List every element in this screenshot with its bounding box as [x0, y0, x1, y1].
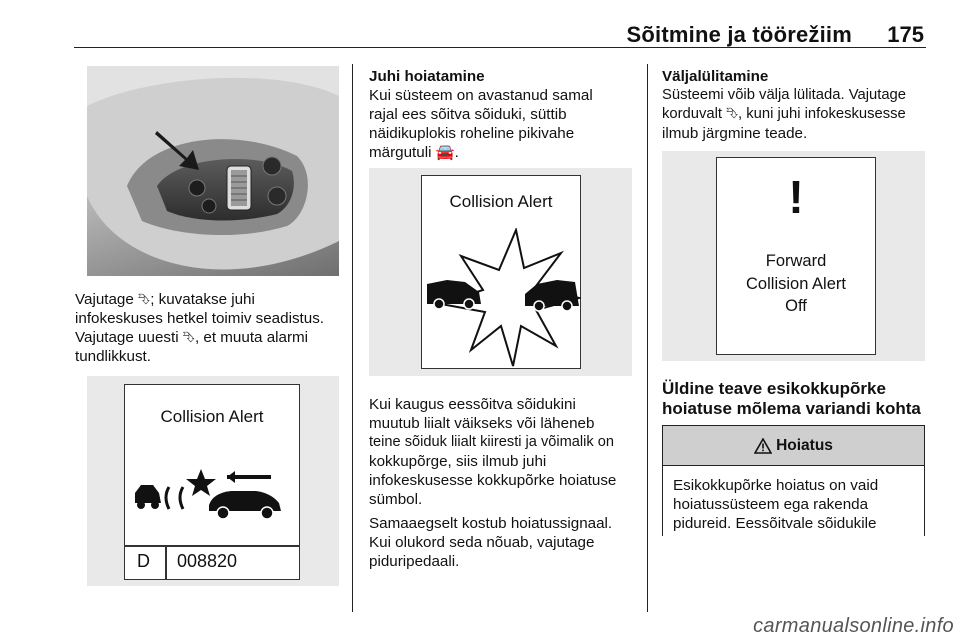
column-divider-1 — [352, 64, 353, 612]
display-line: Forward — [765, 252, 827, 270]
text-line: Kui olukord seda nõuab, vajutage — [369, 534, 595, 551]
text-line: kokkupõrge, siis ilmub juhi — [369, 453, 547, 470]
col2-paragraph-1 — [369, 86, 639, 162]
display-divider-vertical — [165, 545, 167, 579]
text-line: rajal ees sõitva sõiduki, süttib — [369, 106, 567, 123]
text-line: teine sõiduk liialt kiiresti ja võimalik on — [369, 434, 614, 450]
col2-paragraph-3 — [369, 514, 644, 571]
display-line: Collision Alert — [746, 274, 846, 293]
text-line: näidikuplokis roheline pikivahe — [369, 125, 575, 142]
text-line: sümbol. — [369, 491, 423, 508]
text-line: piduripedaali. — [369, 553, 460, 570]
watermark-text: carmanualsonline.info — [753, 615, 954, 637]
col3-paragraph-1 — [662, 86, 932, 143]
text-line: Esikokkupõrke hoiatus on vaid — [673, 477, 879, 494]
display-title: Collision Alert — [160, 407, 264, 426]
display-panel — [716, 157, 876, 355]
text-line: infokeskusesse kokkupõrke hoiatuse — [369, 472, 617, 489]
heading-line: hoiatuse mõlema variandi kohta — [662, 399, 921, 418]
text-line: Kui süsteem on avastanud samal — [369, 87, 593, 104]
warning-body — [663, 466, 924, 533]
page-header-title: Sõitmine ja töörežiim — [626, 22, 852, 47]
warning-triangle-icon — [754, 438, 772, 454]
column-divider-2 — [647, 64, 648, 612]
header-divider — [74, 47, 926, 48]
page-number: 175 — [887, 22, 924, 47]
steering-wheel-figure — [87, 66, 339, 276]
section-heading-driver-warning: Juhi hoiatamine — [369, 68, 485, 85]
car-warning-icon — [131, 465, 297, 525]
warning-box — [662, 425, 925, 536]
display-divider — [125, 545, 299, 547]
text-line: Vajutage ⮷; kuvatakse juhi — [75, 291, 255, 308]
text-line: ilmub järgmine teade. — [662, 125, 808, 142]
section-heading-general-info — [662, 379, 921, 419]
display-panel — [124, 384, 300, 580]
col1-paragraph-1 — [75, 290, 345, 366]
text-line: Kui kaugus eessõitva sõidukini — [369, 396, 576, 413]
display-footer-value: 008820 — [177, 551, 238, 571]
text-line: Süsteemi võib välja lülitada. Vajutage — [662, 87, 907, 103]
collision-alert-figure-1 — [87, 376, 339, 586]
text-line: muutub liialt väikseks või läheneb — [369, 415, 595, 432]
text-line: pidureid. Eessõitvale sõidukile — [673, 515, 877, 532]
heading-line: Üldine teave esikokkupõrke — [662, 379, 886, 398]
two-cars-icon — [425, 272, 585, 312]
section-heading-switch-off: Väljalülitamine — [662, 68, 769, 85]
text-line: Vajutage uuesti ⮷, et muuta alarmi — [75, 329, 309, 346]
display-title: Collision Alert — [449, 192, 553, 211]
text-line: Samaaegselt kostub hoiatussignaal. — [369, 515, 613, 532]
display-footer-letter: D — [137, 551, 150, 571]
text-line: hoiatussüsteem ega rakenda — [673, 496, 869, 513]
col2-paragraph-2 — [369, 395, 644, 509]
display-line: Off — [785, 297, 807, 315]
display-message — [717, 252, 875, 317]
text-line: infokeskuses hetkel toimiv seadistus. — [75, 310, 325, 327]
text-line: tundlikkust. — [75, 348, 151, 365]
steering-wheel-illustration — [87, 66, 339, 276]
text-line: korduvalt ⮷, kuni juhi infokeskusesse — [662, 106, 906, 122]
forward-collision-alert-off-figure — [662, 151, 925, 361]
exclamation-icon: ! — [788, 171, 804, 223]
warning-title: Hoiatus — [776, 436, 833, 454]
text-line: märgutuli 🚘. — [369, 144, 459, 161]
collision-alert-figure-2 — [369, 168, 632, 376]
warning-header — [663, 426, 924, 466]
